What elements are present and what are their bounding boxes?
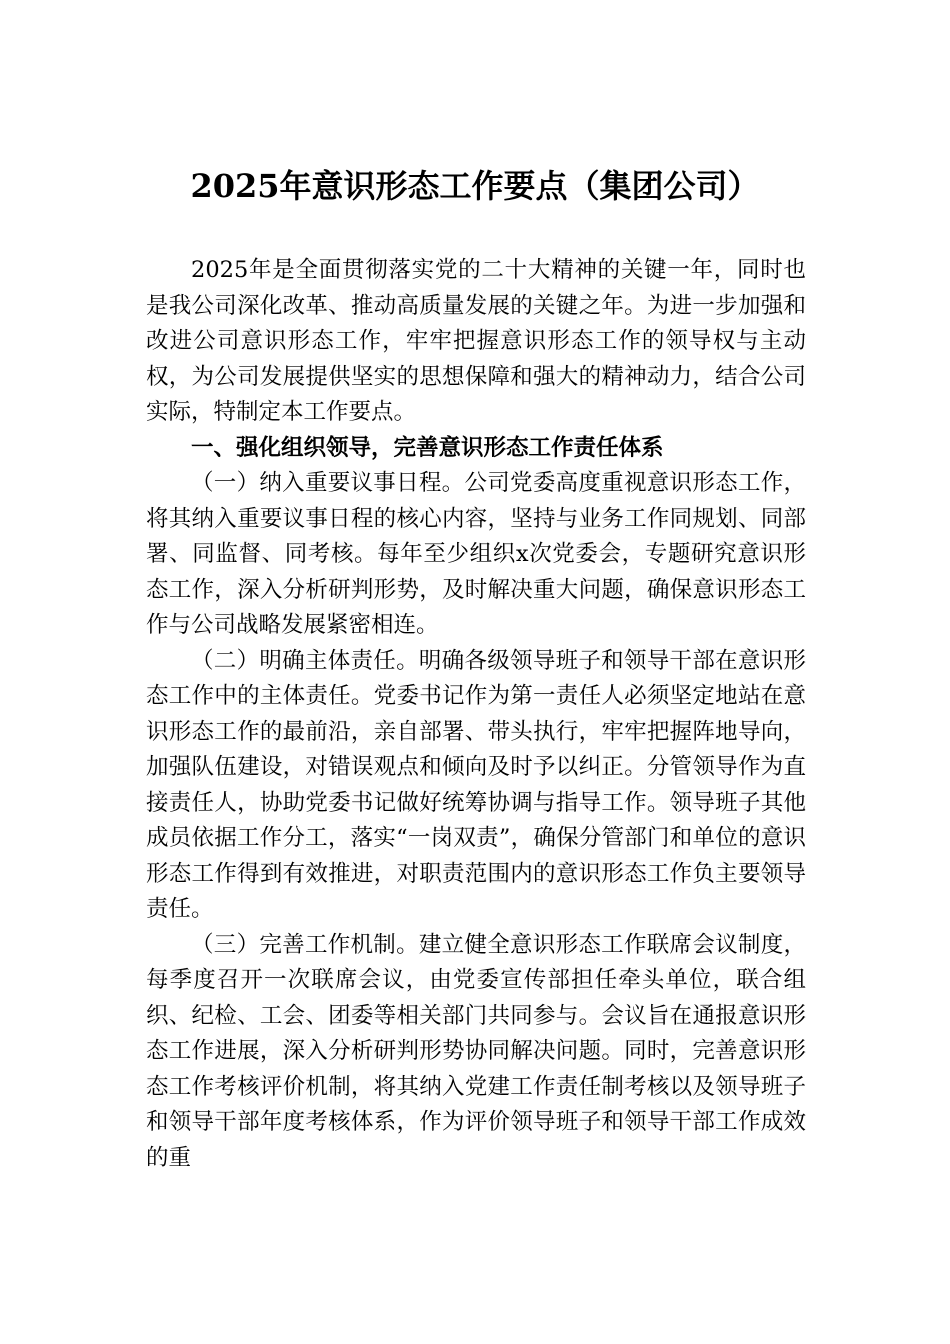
item-paragraph-1: （一）纳入重要议事日程。公司党委高度重视意识形态工作，将其纳入重要议事日程的核心内容，坚持与业务工作同规划、同部署、同监督、同考核。每年至少组织x次党委会，专题研究意识形态工作，深入分析研判形势，及时解决重大问题，确保意识形态工作与公司战略发展紧密相连。 xyxy=(146,470,806,638)
item-paragraph-2: （二）明确主体责任。明确各级领导班子和领导干部在意识形态工作中的主体责任。党委书记作为第一责任人必须坚定地站在意识形态工作的最前沿，亲自部署、带头执行，牢牢把握阵地导向，加强队伍建设，对错误观点和倾向及时予以纠正。分管领导作为直接责任人，协助党委书记做好统筹协调与指导工作。领导班子其他成员依据工作分工，落实“一岗双责”，确保分管部门和单位的意识形态工作得到有效推进，对职责范围内的意识形态工作负主要领导责任。 xyxy=(146,647,806,922)
document-title: 2025年意识形态工作要点（集团公司） xyxy=(190,167,760,205)
item-paragraph-3: （三）完善工作机制。建立健全意识形态工作联席会议制度，每季度召开一次联席会议，由党委宣传部担任牵头单位，联合组织、纪检、工会、团委等相关部门共同参与。会议旨在通报意识形态工作进展，深入分析研判形势协同解决问题。同时，完善意识形态工作考核评价机制，将其纳入党建工作责任制考核以及领导班子和领导干部年度考核体系，作为评价领导班子和领导干部工作成效的重 xyxy=(146,931,806,1171)
intro-paragraph: 2025年是全面贯彻落实党的二十大精神的关键一年，同时也是我公司深化改革、推动高质量发展的关键之年。为进一步加强和改进公司意识形态工作，牢牢把握意识形态工作的领导权与主动权，为公司发展提供坚实的思想保障和强大的精神动力，结合公司实际，特制定本工作要点。 xyxy=(146,257,806,425)
section-heading: 一、强化组织领导，完善意识形态工作责任体系 xyxy=(191,434,664,461)
document-body xyxy=(146,253,806,1176)
